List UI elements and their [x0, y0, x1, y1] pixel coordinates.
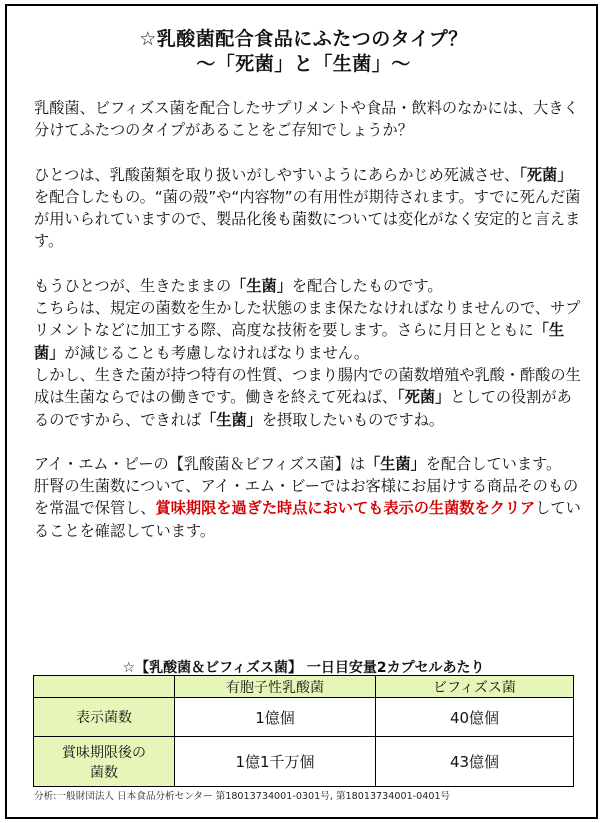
header-spore-lactic: 有胞子性乳酸菌	[175, 676, 376, 698]
row-label-after-expiry	[34, 737, 175, 787]
emphasis-dead: 「死菌」	[519, 165, 573, 184]
text: もうひとつが、生きたままの	[34, 276, 232, 295]
text: が減じることも考慮しなければなりません。	[64, 343, 370, 362]
highlight-red-text: 賞味期限を過ぎた時点においても表示の生菌数をクリア	[155, 499, 536, 518]
bacteria-count-table	[33, 675, 574, 787]
paragraph-dead-bacteria	[34, 164, 582, 253]
table-row	[34, 698, 574, 737]
paragraph-live-bacteria	[34, 275, 582, 431]
emphasis-live: 「生菌」	[231, 276, 292, 295]
text: しかし、生きた菌が持つ特有の性質、つまり腸内での菌数増殖や乳酸・酢酸の生成は生菌ならではの働きです。働きを終えて死ねば、	[34, 365, 581, 407]
row-label-labeled-count: 表示菌数	[34, 698, 175, 737]
cell-value: 40億個	[376, 698, 574, 737]
table-caption: ☆【乳酸菌＆ビフィズス菌】 一日目安量2カプセルあたり	[122, 660, 485, 676]
text: を摂取したいものですね。	[261, 410, 445, 429]
text: 肝腎の生菌数について、アイ・エム・ビーではお客様にお届けする商品そのものを常温で保管し、	[34, 477, 579, 518]
cell-value: 1億1千万個	[175, 737, 376, 787]
cell-value: 1億個	[175, 698, 376, 737]
emphasis-dead: 「死菌」	[397, 388, 451, 407]
emphasis-live: 「生菌」	[364, 454, 426, 473]
analysis-source-note: 分析:一般財団法人 日本食品分析センター 第18013734001-0301号, 第18013734001-0401号	[34, 791, 451, 802]
header-empty-cell	[34, 676, 175, 698]
text: を配合したものです。	[291, 276, 443, 295]
text: こちらは、規定の菌数を生かした状態のまま保たなければなりませんので、サプリメントなどに加工する際、高度な技術を要します。さらに月日とともに	[34, 299, 581, 340]
text: ひとつは、乳酸菌類を取り扱いがしやすいようにあらかじめ死滅させ、	[34, 165, 520, 184]
page-subtitle: ～「死菌」と「生菌」～	[196, 53, 411, 75]
page-title: ☆乳酸菌配合食品にふたつのタイプ？	[139, 28, 468, 50]
paragraph-product	[34, 453, 582, 542]
article-body	[34, 97, 582, 564]
text: を配合したもの。“菌の殻”や“内容物”の有用性が期待されます。すでに死んだ菌が用いられていますので、製品化後も菌数については変化がなく安定的と言えます。	[34, 187, 581, 251]
row-label-line: 賞味期限後の	[62, 744, 146, 761]
text: アイ・エム・ビーの【乳酸菌＆ビフィズス菌】は	[34, 454, 365, 473]
emphasis-live: 「生菌」	[34, 321, 565, 362]
paragraph-intro: 乳酸菌、ビフィズス菌を配合したサプリメントや食品・飲料のなかには、大きく分けてふたつのタイプがあることをご存知でしょうか？	[34, 99, 579, 140]
text: を配合しています。	[425, 454, 562, 473]
emphasis-live: 「生菌」	[201, 410, 262, 429]
header-bifidus: ビフィズス菌	[376, 676, 574, 698]
table-header-row	[34, 676, 574, 698]
row-label-line: 菌数	[90, 764, 118, 781]
text: としての役割があるのですから、できれば	[34, 388, 572, 429]
cell-value: 43億個	[376, 737, 574, 787]
text: していることを確認しています。	[34, 499, 581, 540]
table-row	[34, 737, 574, 787]
